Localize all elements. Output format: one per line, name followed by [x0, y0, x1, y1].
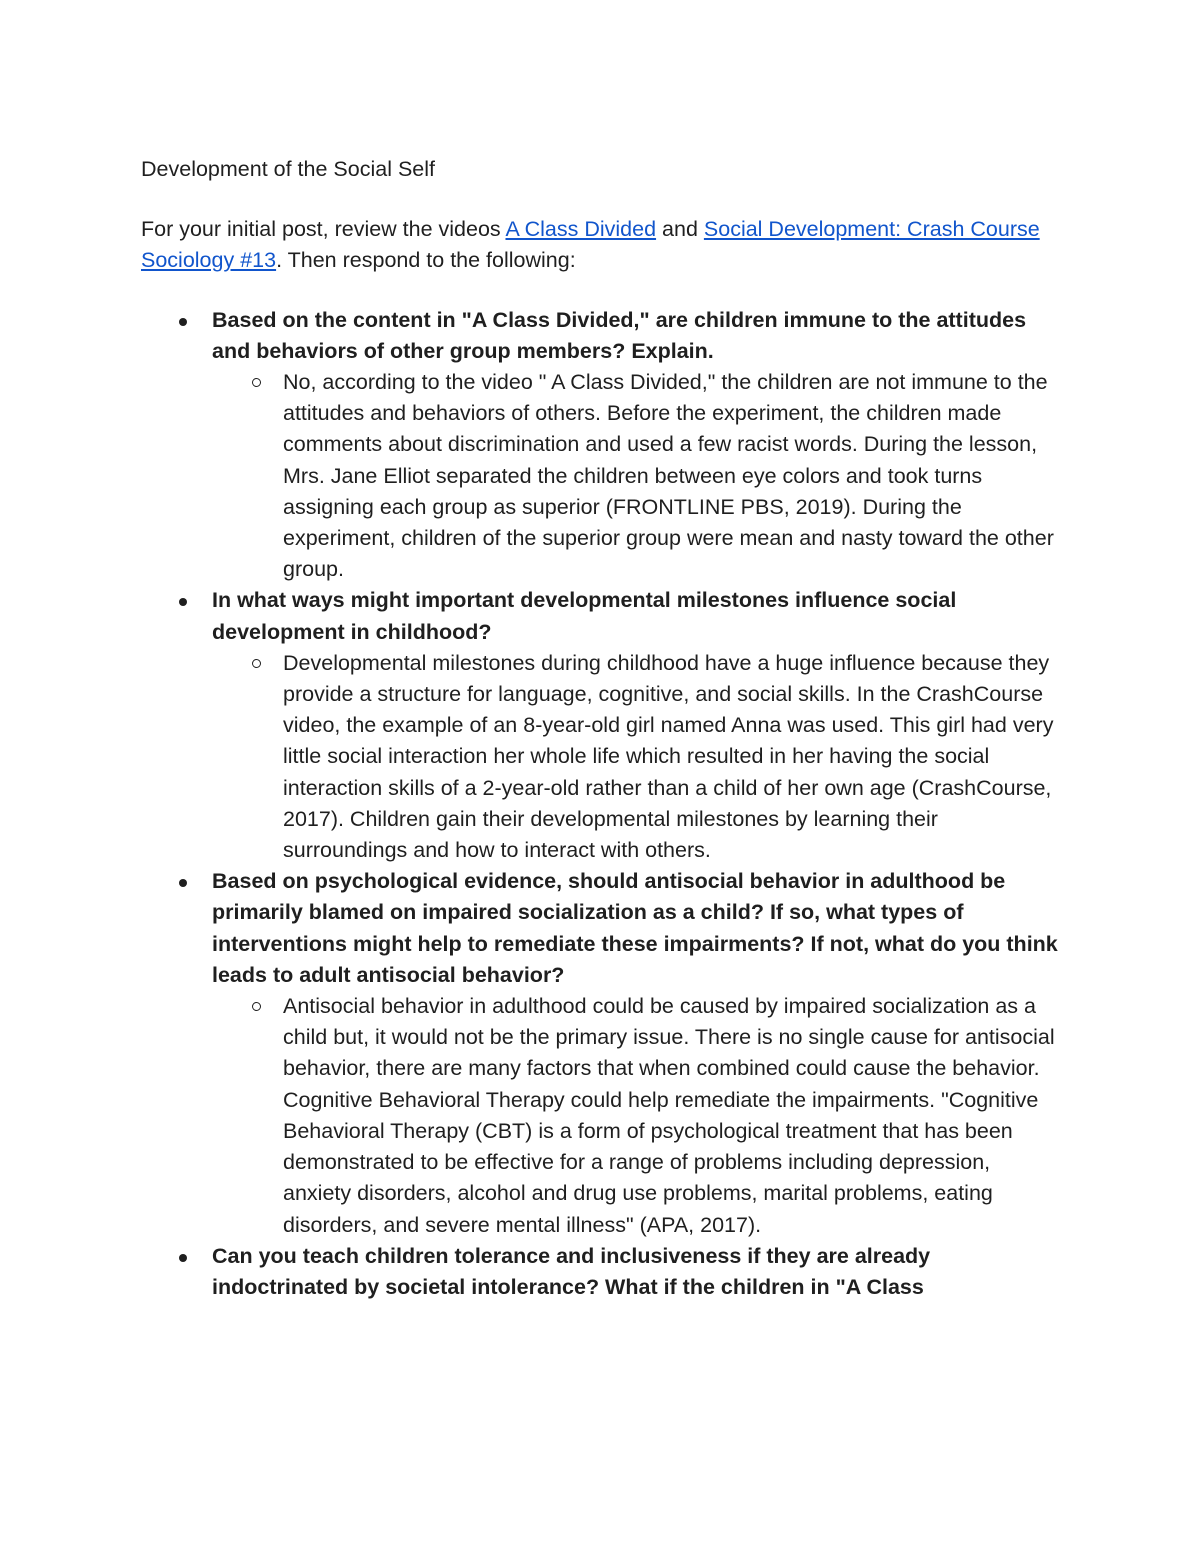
hollow-bullet-icon — [252, 1002, 261, 1011]
question-text: Can you teach children tolerance and inclusiveness if they are already indoctrinated by societal intolerance? What if the children in "A Class — [212, 1243, 931, 1299]
document-title: Development of the Social Self — [141, 157, 435, 181]
answer-text: Antisocial behavior in adulthood could be caused by impaired socialization as a child but, it would not be the primary issue. There is no single cause for antisocial behavior, there are many factors that when combined could cause the behavior. Cognitive Behavioral Therapy could help remediate the impairments. "Cognitive Behavioral Therapy (CBT) is a form of psychological treatment that has been demonstrated to be effective for a range of problems including depression, anxiety disorders, alcohol and drug use problems, marital problems, eating disorders, and severe mental illness" (APA, 2017). — [283, 994, 1055, 1237]
answer-item — [212, 991, 1061, 1241]
question-text: Based on psychological evidence, should antisocial behavior in adulthood be primarily blamed on impaired socialization as a child? If so, what types of interventions might help to remediate these impairments? If not, what do you think leads to adult antisocial behavior? — [212, 869, 1058, 987]
intro-text-after: . Then respond to the following: — [276, 248, 576, 273]
hollow-bullet-icon — [252, 659, 261, 668]
answer-list — [212, 991, 1061, 1241]
answer-text: No, according to the video " A Class Divided," the children are not immune to the attitudes and behaviors of others. Before the experiment, the children made comments about discrimination and used a few racist words. During the lesson, Mrs. Jane Elliot separated the children between eye colors and took turns assigning each group as superior (FRONTLINE PBS, 2019). During the experiment, children of the superior group were mean and nasty toward the other group. — [283, 370, 1054, 582]
intro-text-between: and — [656, 217, 704, 242]
document-page — [141, 154, 1061, 1303]
question-text: Based on the content in "A Class Divided," are children immune to the attitudes and behaviors of other group members? Explain. — [212, 307, 1027, 363]
answer-text: Developmental milestones during childhood have a huge influence because they provide a structure for language, cognitive, and social skills. In the CrashCourse video, the example of an 8-year-old girl named Anna was used. This girl had very little social interaction her whole life which resulted in her having the social interaction skills of a 2-year-old rather than a child of her own age (CrashCourse, 2017). Children gain their developmental milestones by learning their surroundings and how to interact with others. — [283, 650, 1054, 863]
question-list — [141, 305, 1061, 1304]
filled-bullet-icon — [179, 598, 187, 606]
answer-item — [212, 648, 1061, 866]
hollow-bullet-icon — [252, 378, 261, 387]
link-crash-course-sociology[interactable]: Social Development: Crash Course Sociology #13 — [141, 217, 1040, 273]
question-item-1 — [141, 305, 1061, 586]
filled-bullet-icon — [179, 1254, 187, 1262]
intro-text-before: For your initial post, review the videos — [141, 217, 506, 242]
filled-bullet-icon — [179, 879, 187, 887]
answer-list — [212, 648, 1061, 866]
filled-bullet-icon — [179, 318, 187, 326]
intro-paragraph — [141, 214, 1061, 276]
question-item-3 — [141, 866, 1061, 1240]
question-item-4 — [141, 1241, 1061, 1303]
question-text: In what ways might important developmental milestones influence social development in childhood? — [212, 588, 957, 644]
question-item-2 — [141, 585, 1061, 866]
link-a-class-divided[interactable]: A Class Divided — [505, 217, 657, 242]
answer-list — [212, 367, 1061, 585]
answer-item — [212, 367, 1061, 585]
